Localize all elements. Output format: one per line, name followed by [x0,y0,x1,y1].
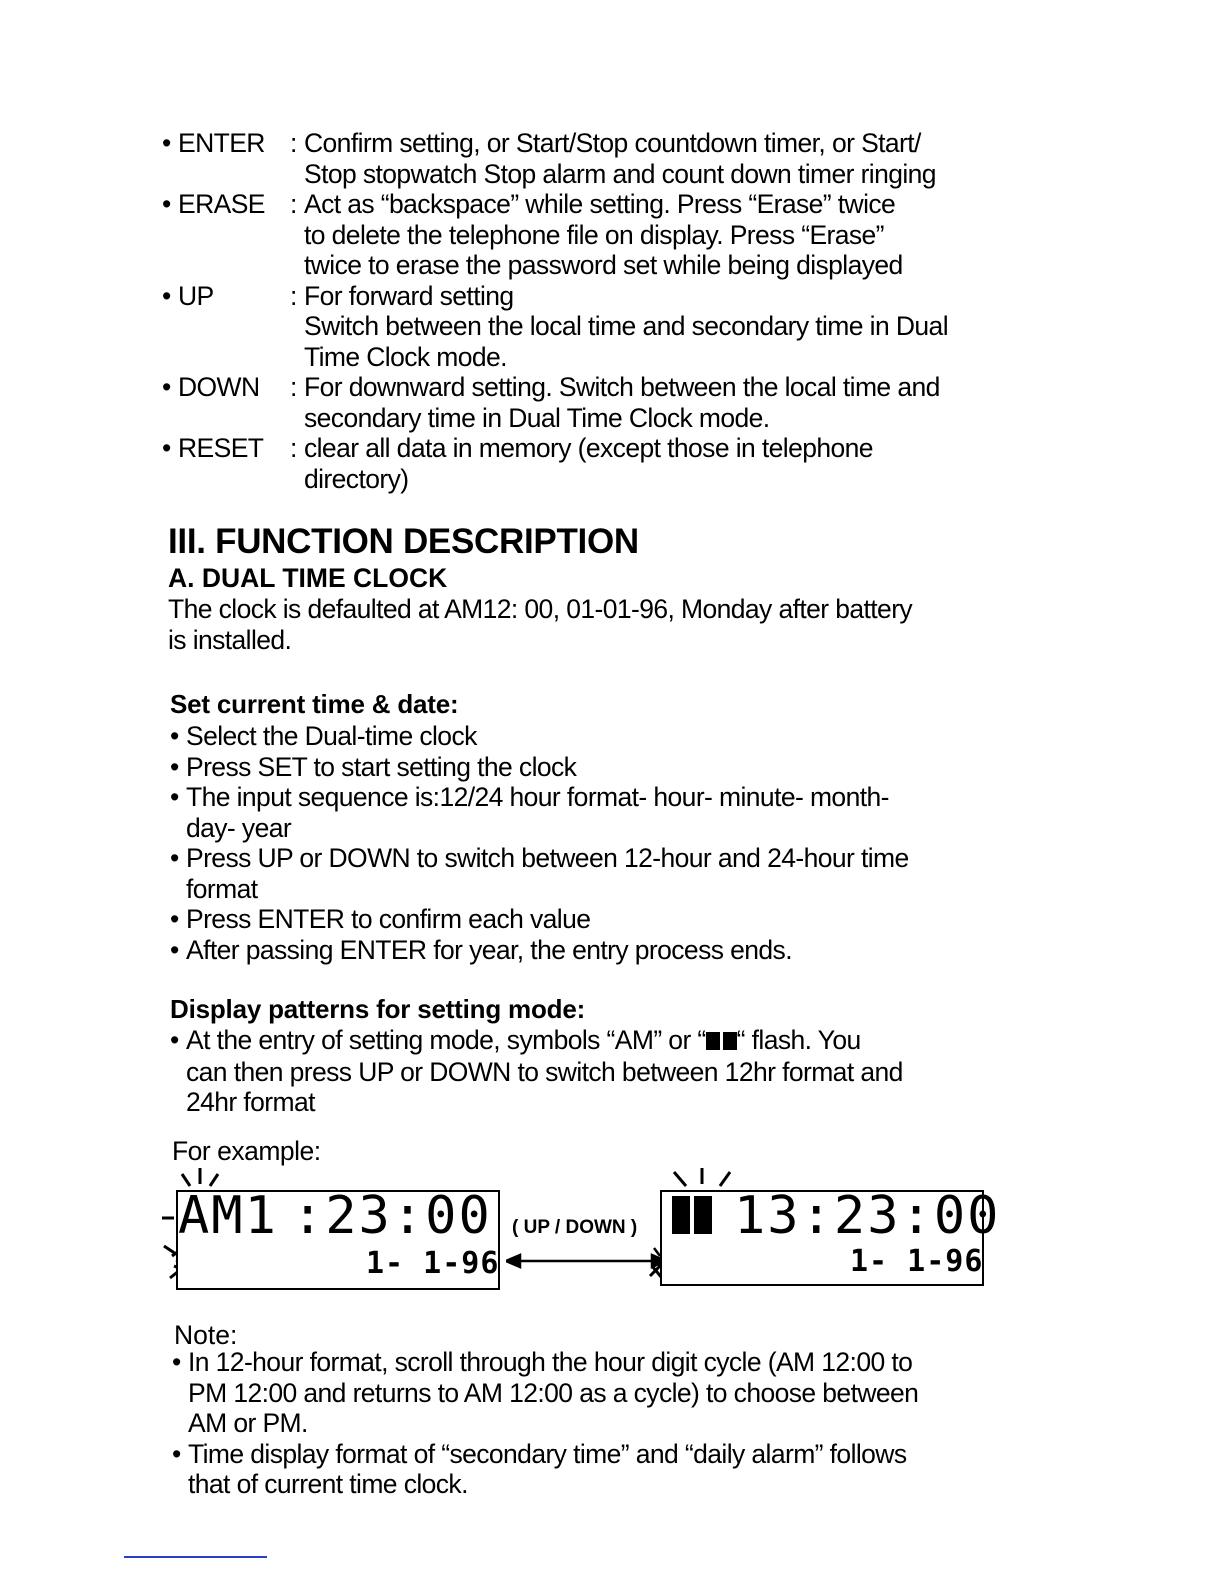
section-title: III. FUNCTION DESCRIPTION [168,522,639,561]
key-description: For forward setting Switch between the local time and secondary time in Dual Time Clock mode. [304,280,948,372]
key-name: RESET [178,433,264,463]
up-down-label: ( UP / DOWN ) [512,1217,638,1238]
key-description: clear all data in memory (except those in telephone directory) [304,433,873,494]
display-patterns-list [170,1025,903,1118]
key-item-enter: • ENTER : Confirm setting, or Start/Stop countdown timer, or Start/ Stop stopwatch Stop alarm and count down timer ringing [162,128,982,189]
list-item: • In 12-hour format, scroll through the hour digit cycle (AM 12:00 to PM 12:00 and returns to AM 12:00 as a cycle) to choose between AM or PM. [172,1347,919,1438]
list-item: • Press UP or DOWN to switch between 12-hour and 24-hour time format [170,843,909,904]
page-edge-rule [124,1556,267,1558]
lcd-am-indicator: AM [178,1186,245,1246]
key-item-erase: • ERASE : Act as “backspace” while setting. Press “Erase” twice to delete the telephone file on display. Press “Erase” twice to erase the password set while being displayed [162,189,982,281]
key-name: ERASE [178,189,265,219]
key-description: Act as “backspace” while setting. Press “Erase” twice to delete the telephone file on display. Press “Erase” twice to erase the password set while being displayed [304,189,903,280]
subsection-title: A. DUAL TIME CLOCK [168,563,448,593]
key-name: DOWN [178,372,260,402]
list-item: • Time display format of “secondary time” and “daily alarm” follows that of current time clock. [172,1438,907,1499]
lcd-time: :23:00 [291,1186,492,1246]
list-item: • Press ENTER to confirm each value [170,904,591,934]
key-item-down: • DOWN : For downward setting. Switch between the local time and secondary time in Dual Time Clock mode. [162,372,982,433]
lcd-date: 1- 1-96 [850,1244,984,1279]
key-function-list [162,128,982,494]
list-item: • At the entry of setting mode, symbols “AM” or “ “ flash. You can then press UP or DOWN to switch between 12hr format and 24hr format [170,1025,903,1117]
block-symbol-icon [706,1026,737,1057]
key-name: ENTER [178,128,265,158]
note-list [172,1347,918,1500]
key-description: Confirm setting, or Start/Stop countdown timer, or Start/ Stop stopwatch Stop alarm and count down timer ringing [304,128,936,189]
lcd-24h-block-indicator [672,1196,712,1239]
set-time-heading: Set current time & date: [170,689,459,719]
set-time-list [170,721,909,965]
lcd-time: 13:23:00 [734,1186,1001,1246]
list-item: • Press SET to start setting the clock [170,751,577,782]
display-patterns-heading: Display patterns for setting mode: [170,994,586,1024]
intro-paragraph: The clock is defaulted at AM12: 00, 01-01-96, Monday after battery is installed. [168,594,913,655]
double-arrow-icon [506,1246,666,1276]
list-item: • Select the Dual-time clock [170,721,477,751]
key-item-reset: • RESET : clear all data in memory (except those in telephone directory) [162,433,982,494]
key-description: For downward setting. Switch between the local time and secondary time in Dual Time Clock mode. [304,372,940,433]
lcd-date: 1- 1-96 [366,1246,500,1281]
key-name: UP [178,280,214,311]
list-item: • After passing ENTER for year, the entry process ends. [170,934,792,965]
key-item-up: • UP : For forward setting Switch between the local time and secondary time in Dual Time Clock mode. [162,281,982,373]
lcd-hour: 1 [244,1186,278,1246]
for-example-label: For example: [172,1136,321,1166]
list-item: • The input sequence is:12/24 hour format- hour- minute- month- day- year [170,782,889,843]
note-heading: Note: [174,1320,238,1350]
